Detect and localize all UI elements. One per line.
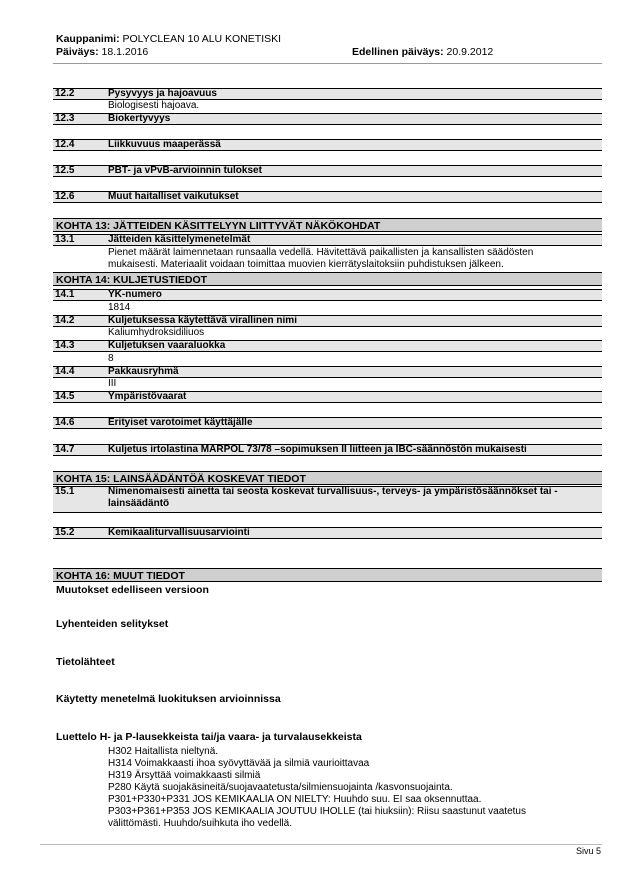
header-divider <box>53 63 602 64</box>
row-14-2-text: Kaliumhydroksidiliuos <box>108 327 205 338</box>
statement-h302: H302 Haitallista nieltynä. <box>108 746 219 757</box>
statement-p280: P280 Käytä suojakäsineitä/suojavaatetusta/silmiensuojainta /kasvonsuojainta. <box>108 782 453 793</box>
row-title: Ympäristövaarat <box>108 391 187 402</box>
row-14-4-text: III <box>108 378 117 389</box>
date-line <box>56 46 148 59</box>
row-number: 13.1 <box>55 234 75 245</box>
row-title: Erityiset varotoimet käyttäjälle <box>108 417 253 428</box>
row-number: 12.3 <box>55 113 75 124</box>
row-number: 15.1 <box>55 486 75 497</box>
row-title: Biokertyvyys <box>108 113 171 124</box>
row-15-2 <box>53 527 602 539</box>
page-number: Sivu 5 <box>576 846 602 856</box>
date-label: Päiväys: <box>56 46 99 58</box>
row-number: 15.2 <box>55 527 75 538</box>
row-number: 14.4 <box>55 366 75 377</box>
row-14-4 <box>53 366 602 378</box>
row-15-1 <box>53 486 602 513</box>
row-12-5 <box>53 165 602 177</box>
row-12-2 <box>53 88 602 100</box>
changes-heading: Muutokset edelliseen versioon <box>56 584 209 596</box>
chapter-15-heading: KOHTA 15: LAINSÄÄDÄNTÖÄ KOSKEVAT TIEDOT <box>53 471 602 485</box>
statements-heading: Luettelo H- ja P-lausekkeista tai/ja vaara- ja turvalausekkeista <box>56 731 362 743</box>
previous-date-label: Edellinen päiväys: <box>352 46 444 58</box>
row-14-1 <box>53 289 602 301</box>
row-title: Muut haitalliset vaikutukset <box>108 191 239 202</box>
product-name-line <box>56 33 281 46</box>
previous-date-line <box>352 46 493 59</box>
statement-h314: H314 Voimakkaasti ihoa syövyttävää ja silmiä vaurioittavaa <box>108 758 370 769</box>
row-12-4 <box>53 139 602 151</box>
row-13-1-text-1: Pienet määrät laimennetaan runsaalla vedellä. Hävitettävä paikallisten ja kansallisten säädösten <box>108 247 534 258</box>
row-title: Kuljetuksessa käytettävä virallinen nimi <box>108 315 297 326</box>
date-value: 18.1.2016 <box>101 46 149 58</box>
product-name-label: Kauppanimi: <box>56 33 120 45</box>
row-number: 14.5 <box>55 391 75 402</box>
row-title-line-1: Nimenomaisesti ainetta tai seosta koskevat turvallisuus-, terveys- ja ympäristösäännökset tai - <box>108 486 558 497</box>
row-14-3-text: 8 <box>108 353 114 364</box>
row-number: 12.2 <box>55 88 75 99</box>
row-title: PBT- ja vPvB-arvioinnin tulokset <box>108 165 262 176</box>
method-heading: Käytetty menetelmä luokituksen arvioinnissa <box>56 693 281 705</box>
statement-h319: H319 Ärsyttää voimakkaasti silmiä <box>108 770 261 781</box>
row-title: Pysyvyys ja hajoavuus <box>108 88 217 99</box>
row-number: 12.5 <box>55 165 75 176</box>
row-title: Jätteiden käsittelymenetelmät <box>108 234 251 245</box>
row-14-1-text: 1814 <box>108 302 131 313</box>
row-13-1-text-2: mukaisesti. Materiaalit voidaan toimittaa muovien kierrätyslaitoksiin puhdistuksen jälkeen. <box>108 259 504 270</box>
product-name-value: POLYCLEAN 10 ALU KONETISKI <box>122 33 282 45</box>
row-number: 12.6 <box>55 191 75 202</box>
abbreviations-heading: Lyhenteiden selitykset <box>56 618 169 630</box>
row-title: YK-numero <box>108 289 162 300</box>
row-title: Liikkuvuus maaperässä <box>108 139 221 150</box>
row-number: 14.7 <box>55 444 75 455</box>
row-12-6 <box>53 191 602 203</box>
row-14-6 <box>53 417 602 429</box>
row-14-2 <box>53 315 602 327</box>
row-title: Kuljetuksen vaaraluokka <box>108 340 226 351</box>
previous-date-value: 20.9.2012 <box>446 46 494 58</box>
row-number: 12.4 <box>55 139 75 150</box>
row-12-3 <box>53 113 602 125</box>
row-14-3 <box>53 340 602 352</box>
row-title-line-2: lainsäädäntö <box>108 498 170 509</box>
row-number: 14.2 <box>55 315 75 326</box>
chapter-16-heading: KOHTA 16: MUUT TIEDOT <box>53 568 602 582</box>
row-13-1 <box>53 234 602 246</box>
row-title: Kemikaaliturvallisuusarviointi <box>108 527 250 538</box>
chapter-13-heading: KOHTA 13: JÄTTEIDEN KÄSITTELYYN LIITTYVÄT NÄKÖKOHDAT <box>53 218 602 232</box>
chapter-14-heading: KOHTA 14: KULJETUSTIEDOT <box>53 272 602 286</box>
sources-heading: Tietolähteet <box>56 656 115 668</box>
statement-p303-continued: välittömästi. Huuhdo/suihkuta iho vedellä. <box>108 818 292 829</box>
row-number: 14.1 <box>55 289 75 300</box>
row-12-2-text: Biologisesti hajoava. <box>108 100 200 111</box>
row-title: Kuljetus irtolastina MARPOL 73/78 –sopimuksen II liitteen ja IBC-säännöstön mukaisesti <box>108 444 527 455</box>
statement-p303: P303+P361+P353 JOS KEMIKAALIA JOUTUU IHOLLE (tai hiuksiin): Riisu saastunut vaatetus <box>108 806 526 817</box>
row-14-7 <box>53 444 602 456</box>
statement-p301: P301+P330+P331 JOS KEMIKAALIA ON NIELTY: Huuhdo suu. EI saa oksennuttaa. <box>108 794 482 805</box>
row-14-5 <box>53 391 602 403</box>
footer-divider <box>40 844 602 845</box>
row-number: 14.6 <box>55 417 75 428</box>
row-title: Pakkausryhmä <box>108 366 179 377</box>
row-number: 14.3 <box>55 340 75 351</box>
